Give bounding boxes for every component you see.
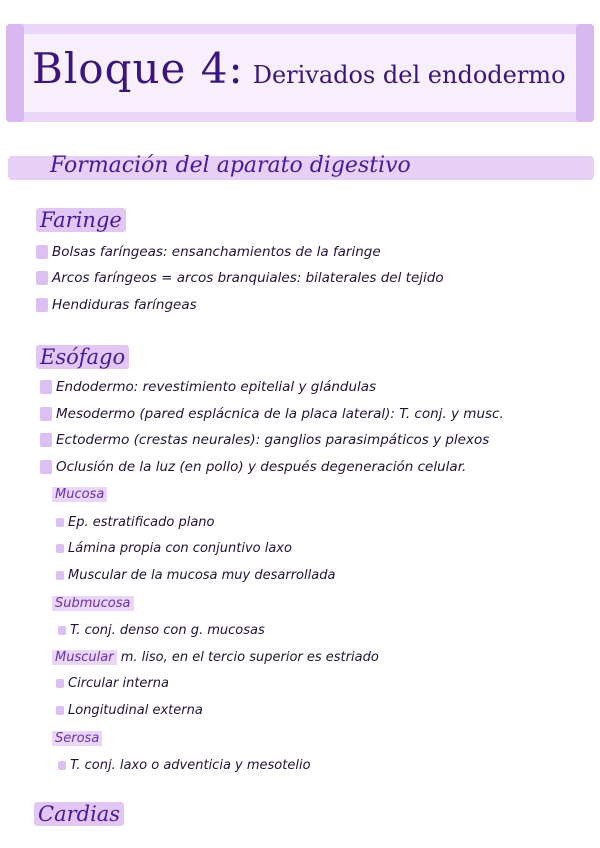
list-item-text: Longitudinal externa: [68, 703, 203, 718]
list-item: [58, 758, 311, 773]
list-item: [56, 703, 203, 718]
section-title: Formación del aparato digestivo: [50, 153, 411, 178]
subheading-submucosa: [52, 596, 134, 611]
bullet-marker: [36, 298, 48, 312]
bullet-marker: [56, 544, 64, 553]
list-item: [56, 568, 335, 583]
list-item-text: Ectodermo (crestas neurales): ganglios parasimpáticos y plexos: [56, 432, 490, 448]
bullet-marker: [56, 571, 64, 580]
bullet-marker: [40, 460, 52, 474]
subheading-mucosa: [52, 487, 107, 502]
subheading-muscular: [52, 650, 379, 665]
subheading-serosa: [52, 731, 102, 746]
bullet-marker: [58, 626, 66, 635]
bullet-marker: [36, 245, 48, 259]
title-banner-right-edge: [576, 24, 594, 122]
bullet-marker: [56, 518, 64, 527]
bullet-marker: [58, 761, 66, 770]
title-banner-left-edge: [6, 24, 24, 122]
bullet-marker: [40, 380, 52, 394]
list-item: [56, 676, 169, 691]
subheading-mucosa-label: Mucosa: [52, 487, 107, 502]
heading-faringe: [36, 208, 126, 232]
list-item-text: Endodermo: revestimiento epitelial y glándulas: [56, 379, 377, 395]
list-item-text: Oclusión de la luz (en pollo) y después degeneración celular.: [56, 459, 467, 475]
muscular-note: m. liso, en el tercio superior es estriado: [120, 650, 379, 665]
list-item-text: T. conj. denso con g. mucosas: [70, 623, 265, 638]
bullet-marker: [36, 271, 48, 285]
list-item-text: Bolsas faríngeas: ensanchamientos de la faringe: [52, 244, 381, 260]
bullet-marker: [40, 433, 52, 447]
bullet-marker: [40, 407, 52, 421]
list-item: [56, 541, 292, 556]
list-item-text: Mesodermo (pared esplácnica de la placa lateral): T. conj. y musc.: [56, 406, 504, 422]
list-item-text: Arcos faríngeos = arcos branquiales: bilaterales del tejido: [52, 270, 444, 286]
list-item: [40, 379, 376, 395]
title-block-number: Bloque 4:: [32, 44, 244, 93]
list-item-text: Hendiduras faríngeas: [52, 297, 197, 313]
heading-faringe-label: Faringe: [36, 208, 126, 232]
list-item-text: Lámina propia con conjuntivo laxo: [68, 541, 292, 556]
list-item-text: Ep. estratificado plano: [68, 515, 215, 530]
heading-cardias: [34, 802, 124, 826]
list-item: [40, 432, 489, 448]
bullet-marker: [56, 679, 64, 688]
heading-cardias-label: Cardias: [34, 802, 124, 826]
list-item: [58, 623, 265, 638]
page-title: [32, 44, 566, 93]
list-item-text: T. conj. laxo o adventicia y mesotelio: [70, 758, 311, 773]
subheading-submucosa-label: Submucosa: [52, 596, 134, 611]
list-item: [36, 297, 197, 313]
title-subject: Derivados del endodermo: [252, 61, 566, 89]
list-item: [40, 406, 504, 422]
list-item: [40, 459, 466, 475]
subheading-muscular-label: Muscular: [52, 650, 117, 665]
list-item: [36, 244, 381, 260]
list-item: [56, 515, 215, 530]
list-item-text: Circular interna: [68, 676, 169, 691]
bullet-marker: [56, 706, 64, 715]
list-item-text: Muscular de la mucosa muy desarrollada: [68, 568, 336, 583]
heading-esofago-label: Esófago: [36, 345, 129, 369]
heading-esofago: [36, 345, 129, 369]
list-item: [36, 270, 444, 286]
subheading-serosa-label: Serosa: [52, 731, 102, 746]
